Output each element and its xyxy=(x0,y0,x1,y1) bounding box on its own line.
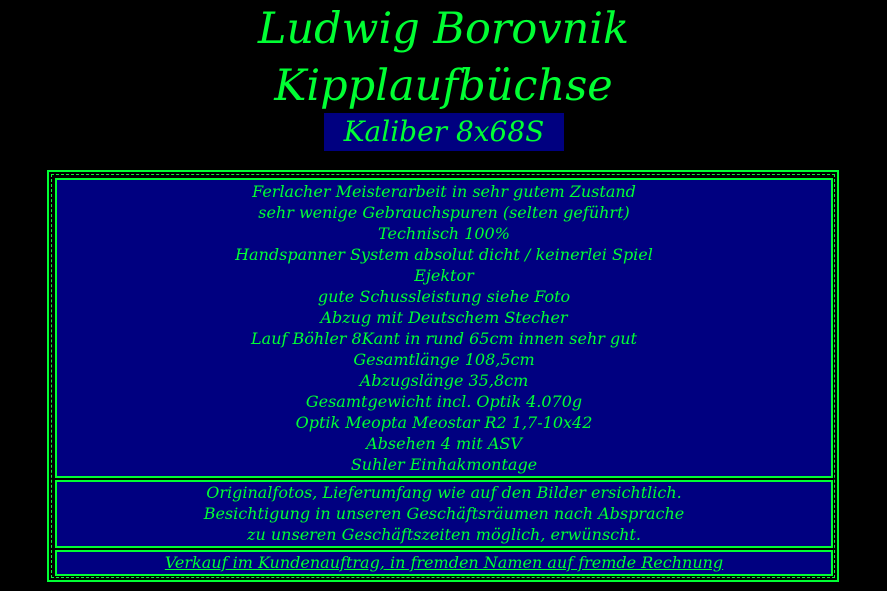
description-line: Abzugslänge 35,8cm xyxy=(359,371,529,390)
description-line: Ejektor xyxy=(414,266,474,285)
notes-line: Besichtigung in unseren Geschäftsräumen nach Absprache xyxy=(203,504,685,523)
footer-cell xyxy=(55,550,833,576)
caliber-label: Kaliber 8x68S xyxy=(343,115,545,148)
description-line: Gesamtlänge 108,5cm xyxy=(353,350,535,369)
description-line: sehr wenige Gebrauchspuren (selten geführt) xyxy=(258,203,630,222)
page-title-maker: Ludwig Borovnik xyxy=(257,4,630,54)
description-lines xyxy=(57,180,831,475)
description-line: Absehen 4 mit ASV xyxy=(366,434,522,453)
description-line: Optik Meopta Meostar R2 1,7-10x42 xyxy=(295,413,593,432)
notes-cell xyxy=(55,480,833,548)
description-line: Lauf Böhler 8Kant in rund 65cm innen sehr gut xyxy=(251,329,637,348)
footer-lines xyxy=(57,552,831,574)
description-line: Handspanner System absolut dicht / keinerlei Spiel xyxy=(235,245,653,264)
description-line: gute Schussleistung siehe Foto xyxy=(317,287,571,306)
description-line: Technisch 100% xyxy=(378,224,510,243)
page-title-product: Kipplaufbüchse xyxy=(274,61,613,111)
details-table xyxy=(47,170,839,582)
description-line: Ferlacher Meisterarbeit in sehr gutem Zustand xyxy=(252,182,636,201)
notes-line: Originalfotos, Lieferumfang wie auf den Bilder ersichtlich. xyxy=(206,483,682,502)
description-cell xyxy=(55,178,833,478)
caliber-badge xyxy=(324,113,564,151)
notes-line: zu unseren Geschäftszeiten möglich, erwünscht. xyxy=(247,525,641,544)
sale-terms-link[interactable]: Verkauf im Kundenauftrag, in fremden Namen auf fremde Rechnung xyxy=(164,553,724,572)
description-line: Abzug mit Deutschem Stecher xyxy=(320,308,568,327)
description-line: Gesamtgewicht incl. Optik 4.070g xyxy=(305,392,583,411)
description-line: Suhler Einhakmontage xyxy=(350,455,538,474)
notes-lines xyxy=(57,482,831,545)
